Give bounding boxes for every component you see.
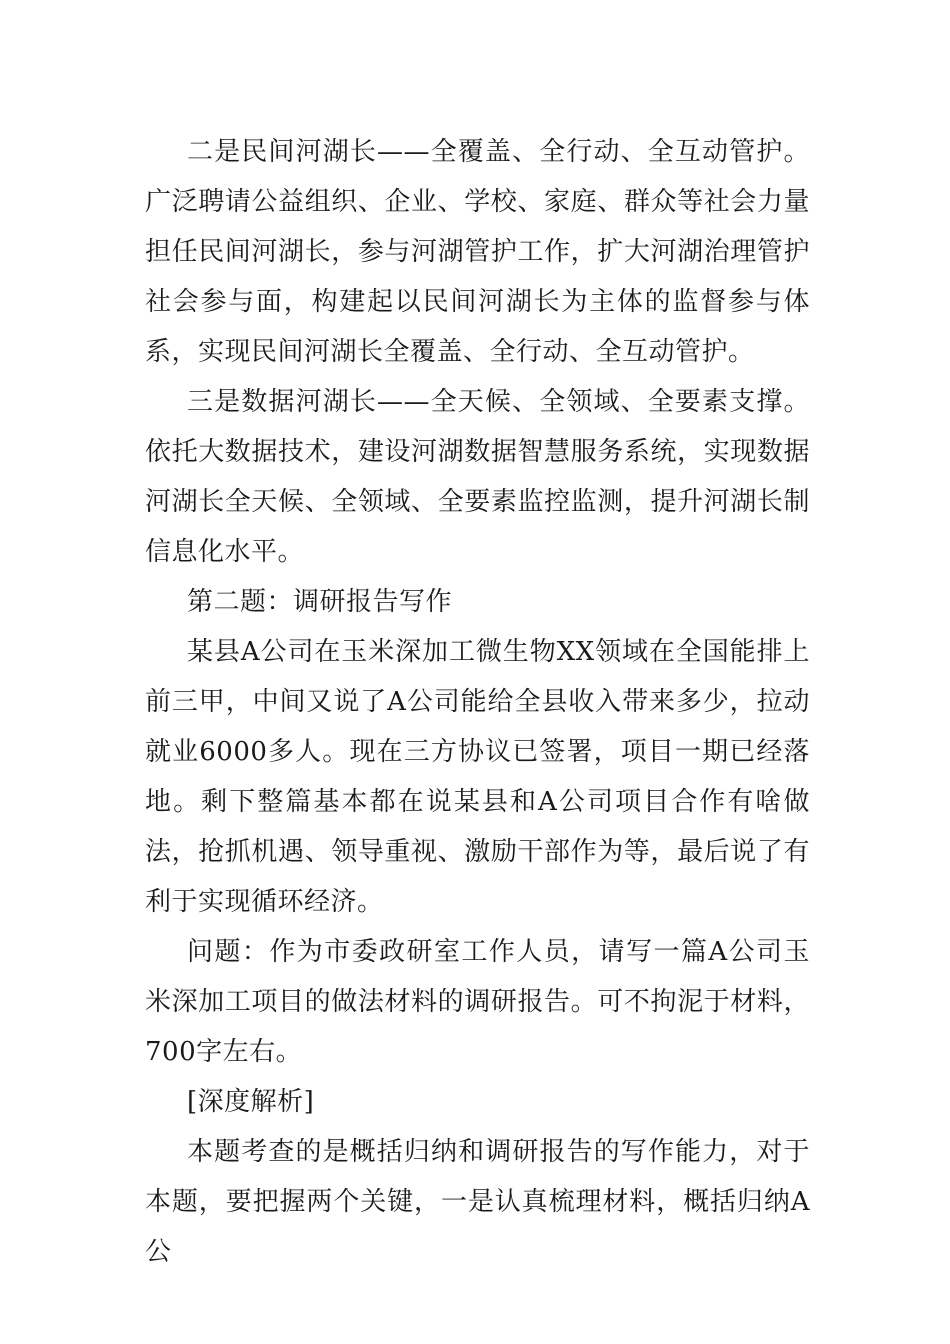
paragraph-civil-river-chief: 二是民间河湖长——全覆盖、全行动、全互动管护。广泛聘请公益组织、企业、学校、家庭、群众等社会力量担任民间河湖长，参与河湖管护工作，扩大河湖治理管护社会参与面，构建起以民间河湖长为主体的监督参与体系，实现民间河湖长全覆盖、全行动、全互动管护。	[145, 137, 810, 367]
section-heading-question-two: 第二题：调研报告写作	[187, 587, 453, 617]
paragraph-data-river-chief: 三是数据河湖长——全天候、全领域、全要素支撑。依托大数据技术，建设河湖数据智慧服务系统，实现数据河湖长全天候、全领域、全要素监控监测，提升河湖长制信息化水平。	[145, 387, 810, 567]
document-body	[145, 127, 810, 1277]
paragraph-material-summary: 某县A公司在玉米深加工微生物XX领域在全国能排上前三甲，中间又说了A公司能给全县收入带来多少，拉动就业6000多人。现在三方协议已签署，项目一期已经落地。剩下整篇基本都在说某县和A公司项目合作有啥做法，抢抓机遇、领导重视、激励干部作为等，最后说了有利于实现循环经济。	[145, 637, 810, 917]
section-heading-analysis: [深度解析]	[187, 1087, 315, 1117]
paragraph-analysis: 本题考查的是概括归纳和调研报告的写作能力，对于本题，要把握两个关键，一是认真梳理材料，概括归纳A公	[145, 1137, 810, 1267]
paragraph-question: 问题：作为市委政研室工作人员，请写一篇A公司玉米深加工项目的做法材料的调研报告。可不拘泥于材料，700字左右。	[145, 937, 810, 1067]
